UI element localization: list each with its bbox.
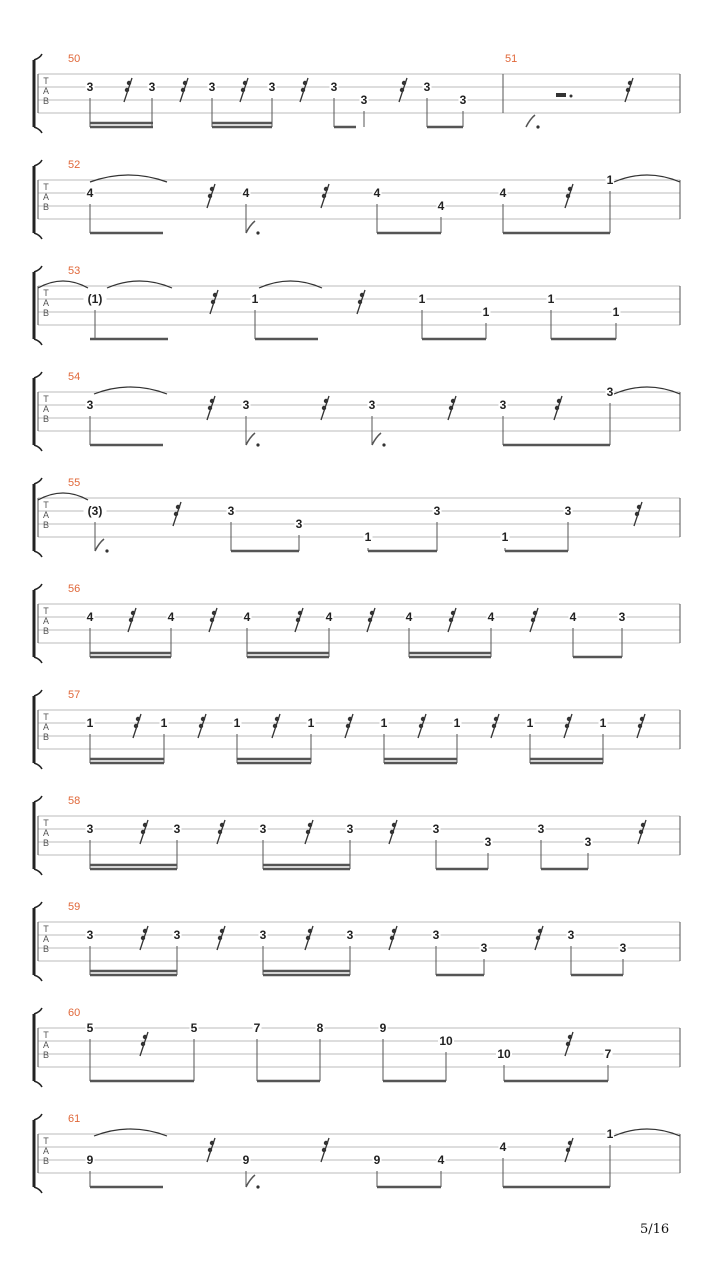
dot xyxy=(105,549,108,552)
tab-clef-letter: A xyxy=(42,934,50,944)
rest-head xyxy=(210,1141,214,1145)
rest-head xyxy=(324,187,328,191)
fret-number: 3 xyxy=(360,93,368,107)
tab-clef-letter: A xyxy=(42,404,50,414)
fret-number: 1 xyxy=(251,292,259,306)
tab-clef-letter: T xyxy=(43,288,49,298)
tab-clef-letter: A xyxy=(42,1040,50,1050)
rest-head xyxy=(208,194,212,198)
measure-number: 61 xyxy=(68,1113,81,1125)
fret-number: 1 xyxy=(453,716,461,730)
rest-head xyxy=(566,194,570,198)
measure-number: 53 xyxy=(68,265,81,277)
rest-head xyxy=(208,406,212,410)
tab-clef-letter: T xyxy=(43,924,49,934)
rest-head xyxy=(176,505,180,509)
fret-number: 4 xyxy=(373,186,381,200)
rest-head xyxy=(557,399,561,403)
fret-number: 3 xyxy=(242,398,250,412)
rest-head xyxy=(360,293,364,297)
fret-number: 1 xyxy=(86,716,94,730)
fret-number: 1 xyxy=(418,292,426,306)
rest-head xyxy=(218,936,222,940)
tab-system xyxy=(34,901,680,981)
fret-number: 1 xyxy=(307,716,315,730)
tab-clef-letter: B xyxy=(42,1050,50,1060)
rest-head xyxy=(565,724,569,728)
rest-head xyxy=(637,505,641,509)
fret-number: 3 xyxy=(606,385,614,399)
note-flag xyxy=(246,221,255,233)
rest-head xyxy=(402,81,406,85)
rest-head xyxy=(492,724,496,728)
fret-number: 3 xyxy=(259,928,267,942)
measure-number: 59 xyxy=(68,901,81,913)
measure-number: 57 xyxy=(68,689,81,701)
fret-number: 4 xyxy=(86,610,94,624)
dot xyxy=(256,1185,259,1188)
measure-number: 51 xyxy=(505,53,518,65)
tab-clef-letter: B xyxy=(42,838,50,848)
rest-head xyxy=(368,618,372,622)
rest-head xyxy=(136,717,140,721)
fret-number: 3 xyxy=(173,822,181,836)
rest-head xyxy=(308,823,312,827)
fret-number: 1 xyxy=(364,530,372,544)
fret-number: 5 xyxy=(86,1021,94,1035)
tab-clef-letter: B xyxy=(42,626,50,636)
rest-head xyxy=(218,830,222,834)
rest-head xyxy=(568,1035,572,1039)
fret-number: 1 xyxy=(482,305,490,319)
rest-head xyxy=(421,717,425,721)
tie xyxy=(614,1129,680,1136)
fret-number: 4 xyxy=(243,610,251,624)
rest-head xyxy=(536,936,540,940)
tie xyxy=(614,175,680,182)
rest-head xyxy=(208,1148,212,1152)
measure-number: 60 xyxy=(68,1007,81,1019)
tab-clef-letter: B xyxy=(42,520,50,530)
rest-head xyxy=(390,936,394,940)
fret-number: 1 xyxy=(160,716,168,730)
fret-number: 3 xyxy=(227,504,235,518)
tab-system xyxy=(34,159,680,239)
fret-number: 3 xyxy=(459,93,467,107)
rest-head xyxy=(538,929,542,933)
rest-head xyxy=(306,936,310,940)
rest-head xyxy=(211,300,215,304)
fret-number: 3 xyxy=(208,80,216,94)
note-flag xyxy=(95,539,104,551)
fret-number: 7 xyxy=(253,1021,261,1035)
tab-clef-letter: T xyxy=(43,1030,49,1040)
fret-number: 5 xyxy=(190,1021,198,1035)
fret-number: 3 xyxy=(268,80,276,94)
rest-head xyxy=(640,717,644,721)
rest-head xyxy=(141,936,145,940)
rest-head xyxy=(419,724,423,728)
rest-head xyxy=(296,618,300,622)
fret-number: 10 xyxy=(439,1034,453,1048)
fret-number: 8 xyxy=(316,1021,324,1035)
rest-head xyxy=(635,512,639,516)
rest-head xyxy=(183,81,187,85)
rest-head xyxy=(134,724,138,728)
rest-head xyxy=(141,1042,145,1046)
tab-clef-letter: A xyxy=(42,192,50,202)
fret-number: 1 xyxy=(606,1127,614,1141)
dot xyxy=(256,443,259,446)
fret-number: 3 xyxy=(330,80,338,94)
rest-head xyxy=(241,88,245,92)
rest-head xyxy=(243,81,247,85)
tie xyxy=(94,1129,167,1136)
tab-clef-letter: A xyxy=(42,1146,50,1156)
tab-clef-letter: T xyxy=(43,500,49,510)
tab-clef-letter: B xyxy=(42,732,50,742)
dot xyxy=(382,443,385,446)
tab-clef-letter: T xyxy=(43,182,49,192)
rest-head xyxy=(567,717,571,721)
tab-system xyxy=(34,265,680,345)
tab-system xyxy=(34,1007,680,1087)
rest-head xyxy=(568,187,572,191)
fret-number: 3 xyxy=(433,504,441,518)
fret-number: 1 xyxy=(380,716,388,730)
fret-number: 1 xyxy=(547,292,555,306)
rest-head xyxy=(141,830,145,834)
tab-system xyxy=(34,1113,680,1193)
tab-clef-letter: T xyxy=(43,712,49,722)
fret-number: 3 xyxy=(86,822,94,836)
fret-number: 3 xyxy=(86,80,94,94)
tab-clef-letter: T xyxy=(43,818,49,828)
rest-head xyxy=(131,611,135,615)
fret-number: 3 xyxy=(295,517,303,531)
measure-number: 55 xyxy=(68,477,81,489)
rest-head xyxy=(143,929,147,933)
rest-head xyxy=(129,618,133,622)
rest-head xyxy=(322,406,326,410)
rest-head xyxy=(531,618,535,622)
tab-clef-letter: T xyxy=(43,1136,49,1146)
note-flag xyxy=(526,115,535,127)
dot xyxy=(256,231,259,234)
tab-clef-letter: A xyxy=(42,616,50,626)
fret-number: 10 xyxy=(497,1047,511,1061)
tie xyxy=(38,281,88,288)
fret-number: 4 xyxy=(499,1140,507,1154)
rest-head xyxy=(639,830,643,834)
rest-head xyxy=(210,618,214,622)
fret-number: 3 xyxy=(148,80,156,94)
rest-head xyxy=(346,724,350,728)
fret-number: 4 xyxy=(325,610,333,624)
tab-system xyxy=(34,795,680,875)
fret-number: 4 xyxy=(487,610,495,624)
fret-number: 3 xyxy=(618,610,626,624)
tie xyxy=(38,493,88,500)
fret-number: 3 xyxy=(173,928,181,942)
fret-number: 3 xyxy=(423,80,431,94)
tab-system xyxy=(34,371,680,451)
tab-clef-letter: B xyxy=(42,1156,50,1166)
measure-number: 50 xyxy=(68,53,81,65)
tab-system xyxy=(34,477,680,557)
fret-number: 3 xyxy=(368,398,376,412)
fret-number: 4 xyxy=(86,186,94,200)
fret-number: (3) xyxy=(87,504,103,518)
fret-number: 4 xyxy=(499,186,507,200)
fret-number: 9 xyxy=(86,1153,94,1167)
note-flag xyxy=(372,433,381,445)
tab-clef-letter: A xyxy=(42,86,50,96)
rest-head xyxy=(322,1148,326,1152)
rest-head xyxy=(533,611,537,615)
fret-number: 4 xyxy=(437,199,445,213)
fret-number: 9 xyxy=(373,1153,381,1167)
fret-number: 4 xyxy=(167,610,175,624)
rest-head xyxy=(641,823,645,827)
rest-head xyxy=(143,823,147,827)
tab-system xyxy=(34,689,680,769)
rest-head xyxy=(324,399,328,403)
rest-head xyxy=(451,611,455,615)
fret-number: 3 xyxy=(86,928,94,942)
fret-number: 3 xyxy=(432,822,440,836)
tab-clef-letter: A xyxy=(42,828,50,838)
fret-number: 3 xyxy=(346,822,354,836)
fret-number: 9 xyxy=(379,1021,387,1035)
fret-number: 4 xyxy=(569,610,577,624)
tab-clef-letter: B xyxy=(42,96,50,106)
fret-number: 4 xyxy=(242,186,250,200)
fret-number: 7 xyxy=(604,1047,612,1061)
rest-head xyxy=(273,724,277,728)
fret-number: 3 xyxy=(86,398,94,412)
fret-number: 3 xyxy=(499,398,507,412)
fret-number: 3 xyxy=(537,822,545,836)
measure-number: 58 xyxy=(68,795,81,807)
tab-system xyxy=(34,53,680,133)
rest-head xyxy=(392,823,396,827)
tab-clef-letter: T xyxy=(43,606,49,616)
rest-head xyxy=(555,406,559,410)
fret-number: 1 xyxy=(606,173,614,187)
fret-number: 3 xyxy=(484,835,492,849)
page-number-label: 5/16 xyxy=(640,1222,670,1237)
fret-number: 3 xyxy=(346,928,354,942)
rest-head xyxy=(201,717,205,721)
fret-number: 9 xyxy=(242,1153,250,1167)
rest-head xyxy=(390,830,394,834)
rest-head xyxy=(400,88,404,92)
rest-head xyxy=(370,611,374,615)
tab-clef-letter: A xyxy=(42,510,50,520)
rest-head xyxy=(220,929,224,933)
fret-number: 1 xyxy=(501,530,509,544)
fret-number: 1 xyxy=(233,716,241,730)
note-flag xyxy=(246,1175,255,1187)
rest-head xyxy=(212,611,216,615)
tab-clef-letter: A xyxy=(42,298,50,308)
rest-head xyxy=(628,81,632,85)
fret-number: 1 xyxy=(599,716,607,730)
tab-clef-letter: A xyxy=(42,722,50,732)
rest-head xyxy=(298,611,302,615)
fret-number: 3 xyxy=(432,928,440,942)
measure-number: 56 xyxy=(68,583,81,595)
page-number xyxy=(640,1220,669,1238)
rest-head xyxy=(210,399,214,403)
rest-head xyxy=(348,717,352,721)
rest-head xyxy=(392,929,396,933)
tie xyxy=(614,387,680,394)
note-flag xyxy=(246,433,255,445)
rest-head xyxy=(306,830,310,834)
rest-head xyxy=(638,724,642,728)
rest-head xyxy=(566,1148,570,1152)
measure-number: 52 xyxy=(68,159,81,171)
rest-head xyxy=(324,1141,328,1145)
fret-number: 1 xyxy=(612,305,620,319)
tie xyxy=(90,175,167,182)
fret-number: 1 xyxy=(526,716,534,730)
rest-head xyxy=(566,1042,570,1046)
tab-clef-letter: B xyxy=(42,202,50,212)
rest-head xyxy=(626,88,630,92)
rest-head xyxy=(127,81,131,85)
tie xyxy=(259,281,322,288)
tie xyxy=(94,387,167,394)
tab-clef-letter: T xyxy=(43,394,49,404)
rest-head xyxy=(449,618,453,622)
dot xyxy=(570,95,573,98)
rest-head xyxy=(213,293,217,297)
rest-head xyxy=(568,1141,572,1145)
fret-number: 3 xyxy=(480,941,488,955)
tie xyxy=(107,281,172,288)
fret-number: 3 xyxy=(564,504,572,518)
rest-head xyxy=(199,724,203,728)
half-rest xyxy=(556,93,566,97)
fret-number: 3 xyxy=(259,822,267,836)
rest-head xyxy=(174,512,178,516)
tab-clef-letter: B xyxy=(42,414,50,424)
rest-head xyxy=(181,88,185,92)
rest-head xyxy=(308,929,312,933)
rest-head xyxy=(303,81,307,85)
tab-clef-letter: B xyxy=(42,308,50,318)
measure-number: 54 xyxy=(68,371,81,383)
fret-number: 4 xyxy=(405,610,413,624)
tab-clef-letter: T xyxy=(43,76,49,86)
rest-head xyxy=(143,1035,147,1039)
rest-head xyxy=(358,300,362,304)
rest-head xyxy=(494,717,498,721)
rest-head xyxy=(449,406,453,410)
tab-system xyxy=(34,583,680,663)
tab-clef-letter: B xyxy=(42,944,50,954)
rest-head xyxy=(210,187,214,191)
fret-number: 3 xyxy=(567,928,575,942)
rest-head xyxy=(220,823,224,827)
rest-head xyxy=(125,88,129,92)
rest-head xyxy=(322,194,326,198)
fret-number: 3 xyxy=(619,941,627,955)
rest-head xyxy=(275,717,279,721)
rest-head xyxy=(301,88,305,92)
fret-number: 3 xyxy=(584,835,592,849)
dot xyxy=(536,125,539,128)
fret-number: 4 xyxy=(437,1153,445,1167)
rest-head xyxy=(451,399,455,403)
fret-number: (1) xyxy=(87,292,103,306)
